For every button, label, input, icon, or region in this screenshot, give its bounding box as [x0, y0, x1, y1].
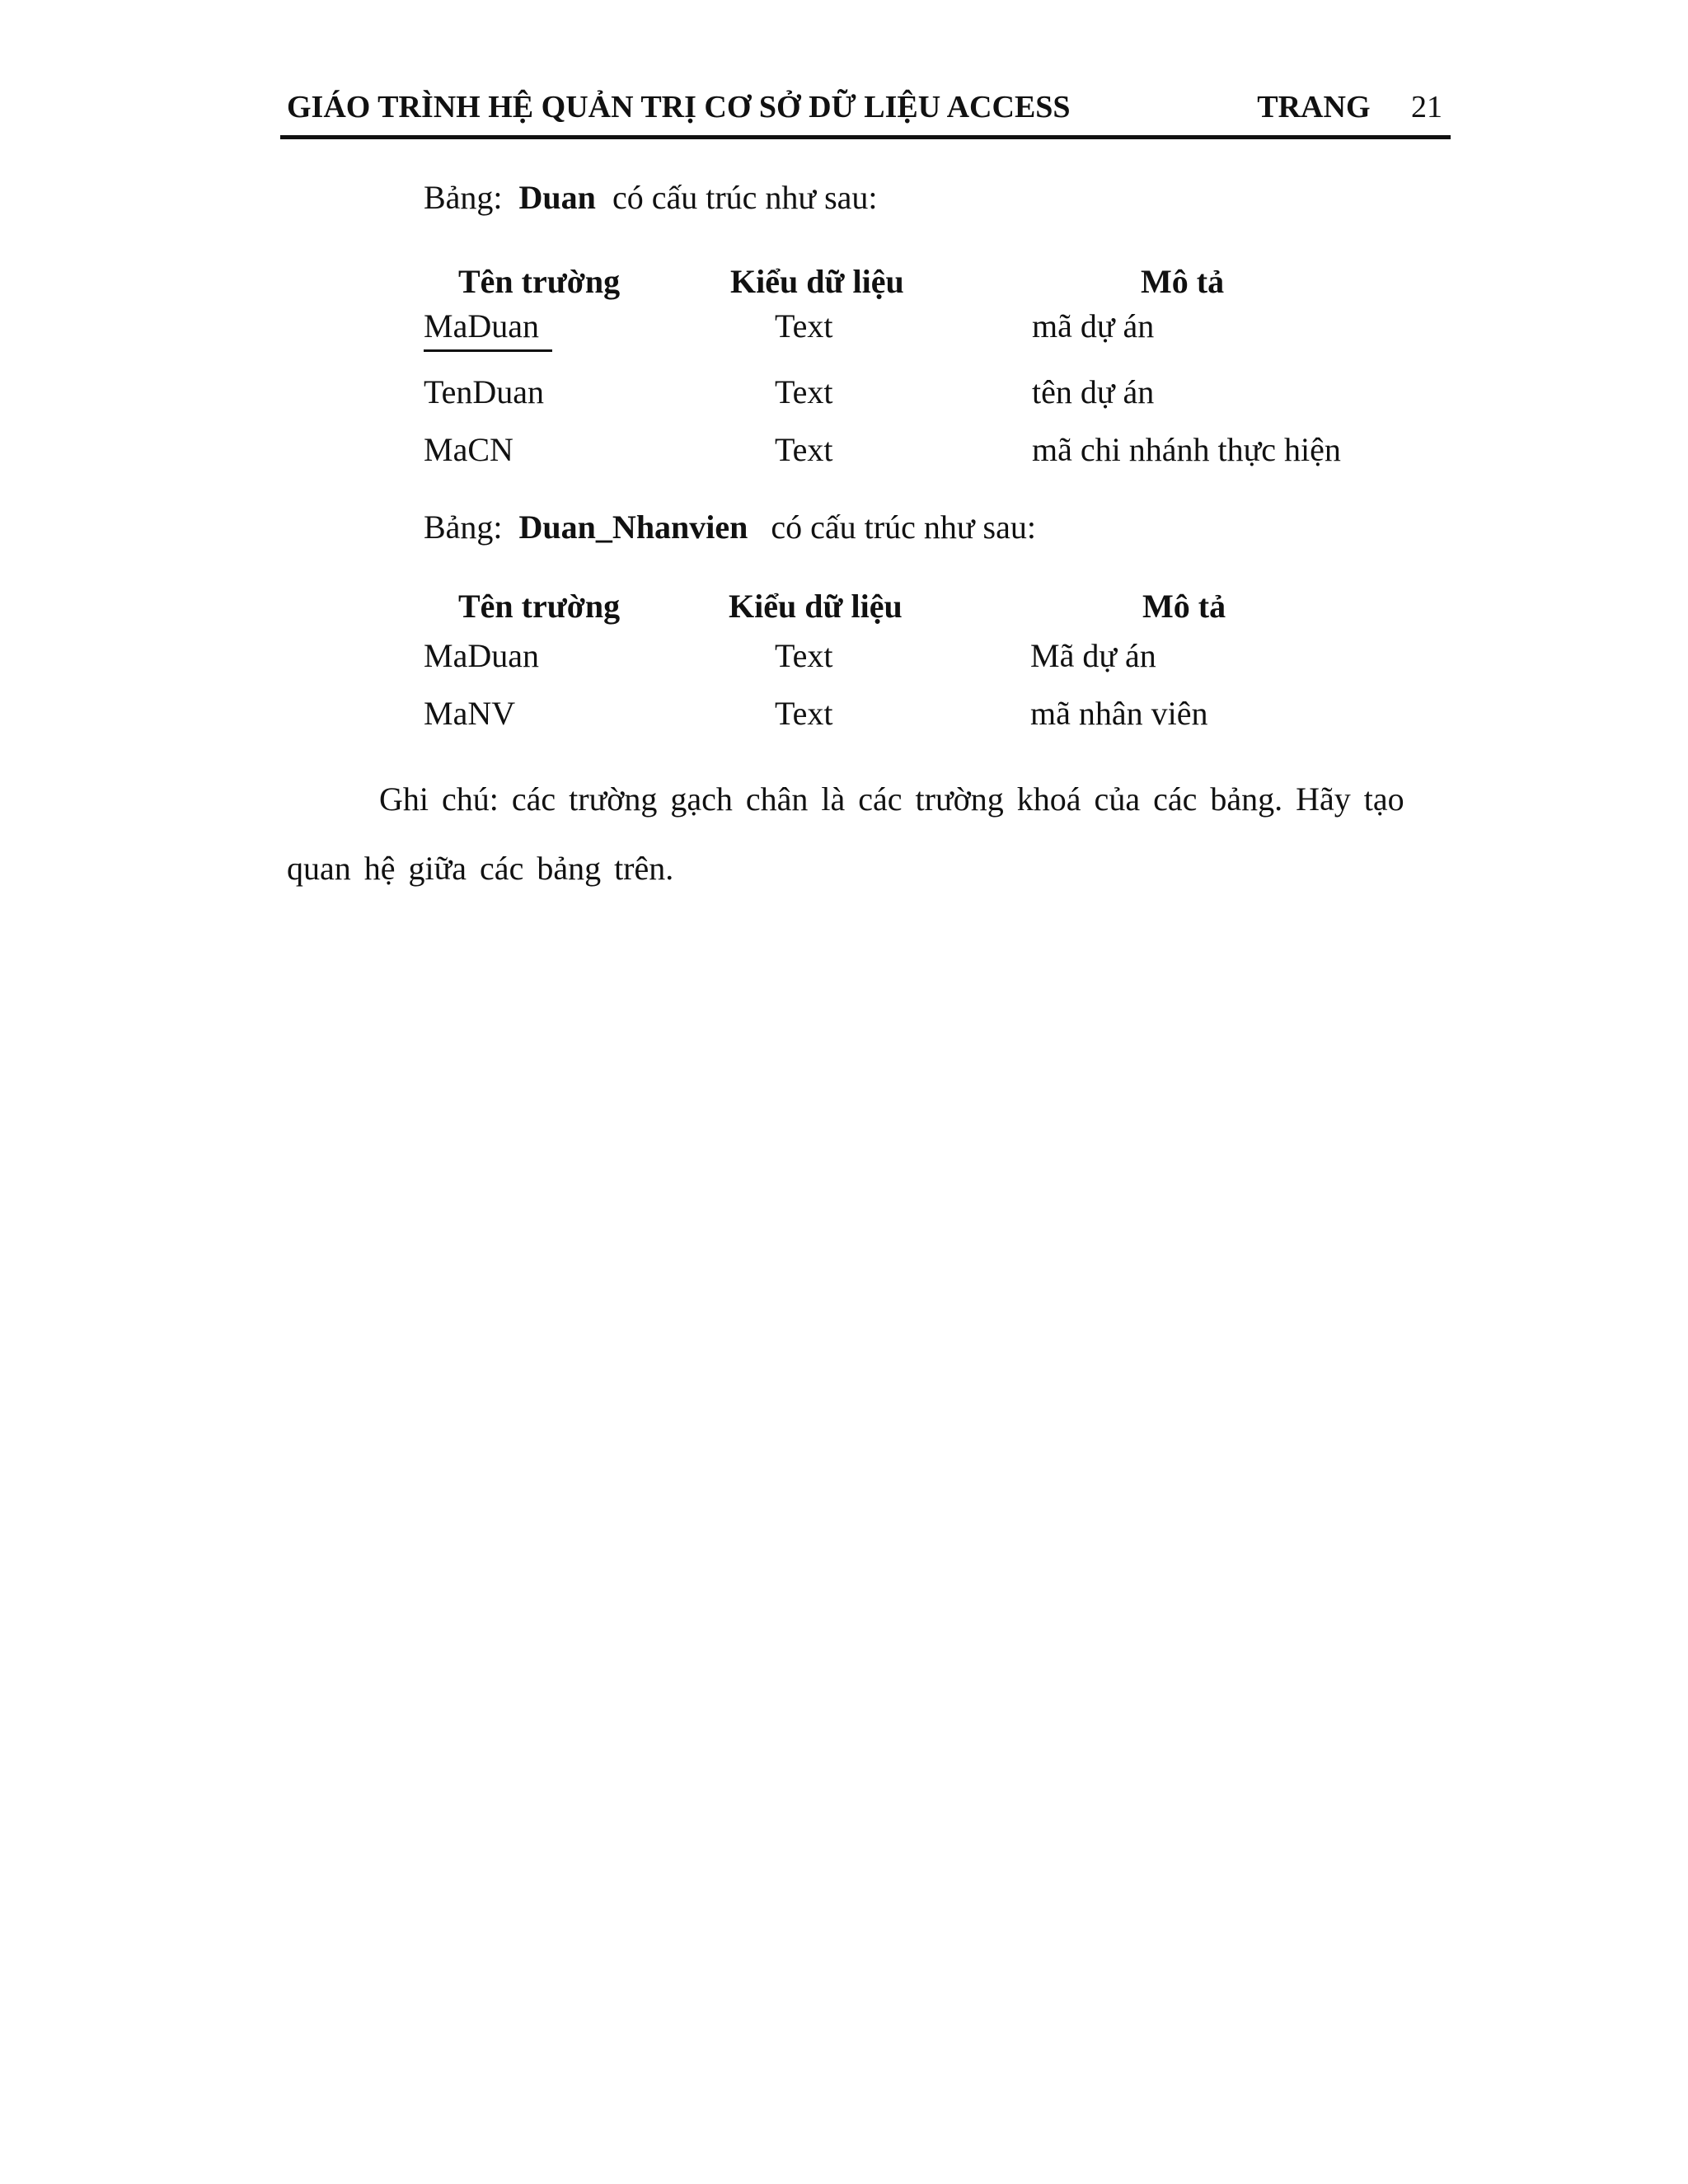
- table2-row1-field: MaDuan: [424, 637, 539, 674]
- table2-row2-field: MaNV: [424, 695, 516, 732]
- table2-intro-prefix: Bảng:: [424, 509, 503, 546]
- table1-name: Duan: [518, 179, 596, 216]
- table1-intro-prefix: Bảng:: [424, 179, 503, 216]
- key-field-underlined: MaDuan: [424, 307, 552, 352]
- table2-row2-desc: mã nhân viên: [1030, 695, 1208, 732]
- table1-row1-type: Text: [775, 307, 833, 344]
- table1-row3-field: MaCN: [424, 431, 513, 468]
- header-page-number: 21: [1411, 90, 1442, 124]
- table1-intro: [424, 178, 878, 218]
- table1-row3-type: Text: [775, 431, 833, 468]
- table2-header-type: Kiểu dữ liệu: [729, 588, 903, 625]
- header-page-label: TRANG: [1257, 90, 1371, 124]
- table2-row2-type: Text: [775, 695, 833, 732]
- table1-row2-desc: tên dự án: [1032, 373, 1155, 410]
- table2-row1-type: Text: [775, 637, 833, 674]
- table2-intro-suffix: có cấu trúc như sau:: [771, 509, 1036, 546]
- table1-header-type: Kiểu dữ liệu: [730, 263, 904, 300]
- table2-name: Duan_Nhanvien: [518, 509, 748, 546]
- table1-header-desc: Mô tả: [1141, 263, 1225, 300]
- table1-header-field: Tên trường: [458, 263, 621, 300]
- page-header: [280, 82, 1451, 139]
- header-title: GIÁO TRÌNH HỆ QUẢN TRỊ CƠ SỞ DỮ LIỆU ACCESS: [287, 90, 1071, 124]
- table1-row1-field: [424, 307, 552, 346]
- table1-row1-desc: mã dự án: [1032, 307, 1155, 344]
- table1-row3-desc: mã chi nhánh thực hiện: [1032, 431, 1341, 468]
- note-line-2: quan hệ giữa các bảng trên.: [287, 850, 674, 887]
- table2-intro: [424, 508, 1036, 547]
- table1-row2-type: Text: [775, 373, 833, 410]
- table1-row2-field: TenDuan: [424, 373, 545, 410]
- note-line-1: Ghi chú: các trường gạch chân là các trường khoá của các bảng. Hãy tạo: [379, 780, 1404, 818]
- header-page-info: [1257, 89, 1442, 125]
- table2-row1-desc: Mã dự án: [1030, 637, 1156, 674]
- table1-intro-suffix: có cấu trúc như sau:: [612, 179, 878, 216]
- table2-header-desc: Mô tả: [1142, 588, 1226, 625]
- table2-header-field: Tên trường: [458, 588, 621, 625]
